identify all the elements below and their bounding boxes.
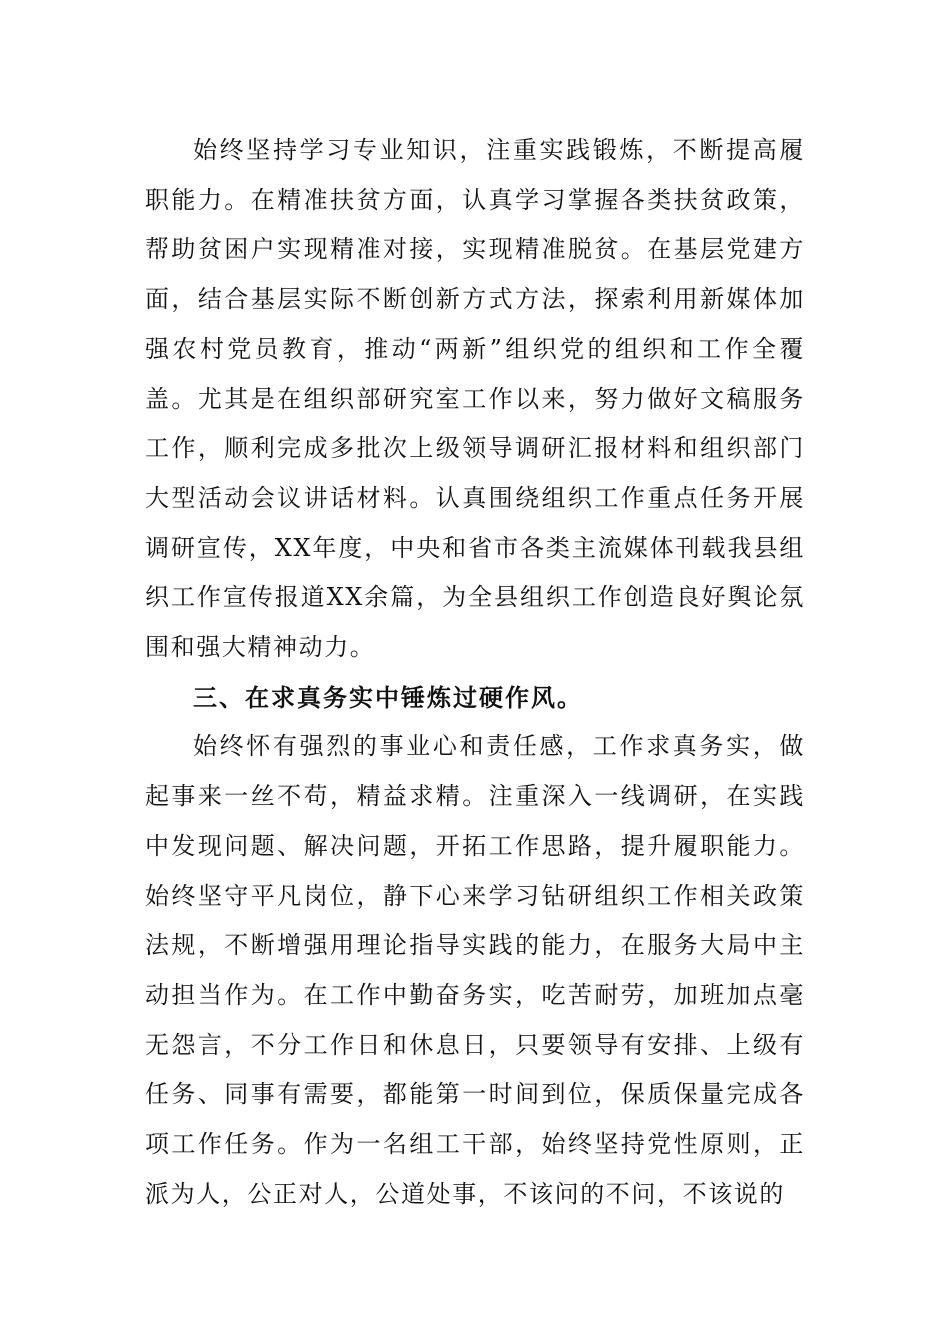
paragraph-performance: 始终坚持学习专业知识，注重实践锻炼，不断提高履职能力。在精准扶贫方面，认真学习掌握各类扶贫政策，帮助贫困户实现精准对接，实现精准脱贫。在基层党建方面，结合基层实际不断创新方式方法，探索利用新媒体加强农村党员教育，推动“两新”组织党的组织和工作全覆盖。尤其是在组织部研究室工作以来，努力做好文稿服务工作，顺利完成多批次上级领导调研汇报材料和组织部门大型活动会议讲话材料。认真围绕组织工作重点任务开展调研宣传，XX年度，中央和省市各类主流媒体刊载我县组织工作宣传报道XX余篇，为全县组织工作创造良好舆论氛围和强大精神动力。 xyxy=(145,136,805,662)
document-body xyxy=(145,126,805,1219)
section-heading-three: 三、在求真务实中锤炼过硬作风。 xyxy=(193,682,583,712)
paragraph-work-style: 始终怀有强烈的事业心和责任感，工作求真务实，做起事来一丝不苟，精益求精。注重深入一线调研，在实践中发现问题、解决问题，开拓工作思路，提升履职能力。始终坚守平凡岗位，静下心来学习钻研组织工作相关政策法规，不断增强用理论指导实践的能力，在服务大局中主动担当作为。在工作中勤奋务实，吃苦耐劳，加班加点毫无怨言，不分工作日和休息日，只要领导有安排、上级有任务、同事有需要，都能第一时间到位，保质保量完成各项工作任务。作为一名组工干部，始终坚持党性原则，正派为人，公正对人，公道处事，不该问的不问，不该说的 xyxy=(145,732,805,1208)
